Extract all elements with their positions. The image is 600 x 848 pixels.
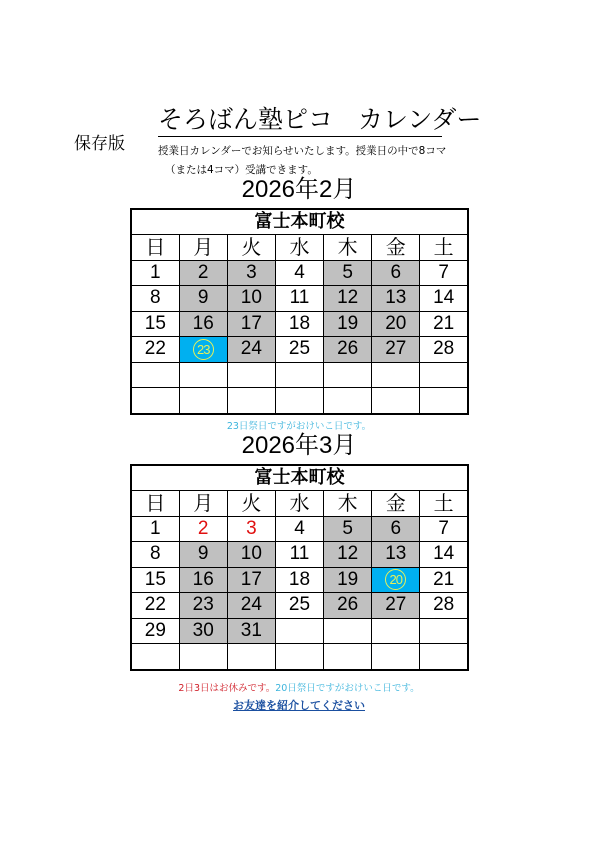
weekday-header: 木	[324, 491, 372, 517]
week-row	[131, 362, 468, 388]
day-cell: 1	[131, 260, 179, 286]
week-row	[131, 567, 468, 593]
weekday-header: 月	[179, 491, 227, 517]
intro-text-line-2: （または4コマ）受講できます。	[165, 164, 318, 176]
weekday-header: 火	[227, 491, 275, 517]
day-cell: 12	[324, 542, 372, 568]
day-cell: 5	[324, 516, 372, 542]
empty-cell	[227, 362, 275, 388]
weekday-header: 土	[420, 235, 468, 261]
referral-link[interactable]: お友達を紹介してください	[233, 699, 365, 712]
day-cell: 13	[372, 286, 420, 312]
empty-cell	[324, 388, 372, 414]
empty-cell	[275, 388, 323, 414]
day-cell: 4	[275, 516, 323, 542]
empty-cell	[131, 644, 179, 670]
day-cell: 6	[372, 516, 420, 542]
day-cell: 11	[275, 542, 323, 568]
circled-day-number: 20	[385, 569, 406, 590]
day-cell: 19	[324, 311, 372, 337]
day-cell: 15	[131, 311, 179, 337]
empty-cell	[372, 362, 420, 388]
weekday-header: 日	[131, 235, 179, 261]
day-cell: 7	[420, 516, 468, 542]
weekday-header: 木	[324, 235, 372, 261]
day-cell: 16	[179, 567, 227, 593]
empty-cell	[420, 362, 468, 388]
empty-cell	[179, 644, 227, 670]
empty-cell	[179, 388, 227, 414]
day-cell: 8	[131, 542, 179, 568]
empty-cell	[275, 362, 323, 388]
day-cell: 25	[275, 337, 323, 363]
day-cell: 14	[420, 286, 468, 312]
weekday-header: 金	[372, 491, 420, 517]
empty-cell	[420, 644, 468, 670]
weekday-header: 日	[131, 491, 179, 517]
week-row	[131, 516, 468, 542]
day-cell: 17	[227, 567, 275, 593]
day-cell: 18	[275, 567, 323, 593]
empty-cell	[372, 644, 420, 670]
day-cell: 31	[227, 618, 275, 644]
week-row	[131, 260, 468, 286]
empty-cell	[131, 388, 179, 414]
weekday-header: 火	[227, 235, 275, 261]
day-cell: 29	[131, 618, 179, 644]
empty-cell	[324, 618, 372, 644]
march-note-holiday-lesson: 20日祭日ですがおけいこ日です。	[275, 683, 420, 694]
day-cell	[179, 337, 227, 363]
empty-cell	[227, 388, 275, 414]
month-title-march: 2026年3月	[241, 432, 357, 459]
week-row	[131, 542, 468, 568]
day-cell: 2	[179, 260, 227, 286]
day-cell: 23	[179, 593, 227, 619]
day-cell: 15	[131, 567, 179, 593]
day-cell: 13	[372, 542, 420, 568]
day-cell: 26	[324, 593, 372, 619]
week-row	[131, 286, 468, 312]
day-cell: 24	[227, 593, 275, 619]
week-row	[131, 618, 468, 644]
day-cell: 16	[179, 311, 227, 337]
day-cell: 4	[275, 260, 323, 286]
day-cell: 1	[131, 516, 179, 542]
day-cell: 25	[275, 593, 323, 619]
intro-text-line-1: 授業日カレンダーでお知らせいたします。授業日の中で8コマ	[158, 145, 447, 157]
day-cell: 30	[179, 618, 227, 644]
day-cell: 10	[227, 542, 275, 568]
empty-cell	[131, 362, 179, 388]
day-cell: 21	[420, 311, 468, 337]
day-cell: 7	[420, 260, 468, 286]
day-cell: 17	[227, 311, 275, 337]
empty-cell	[324, 362, 372, 388]
day-cell	[372, 567, 420, 593]
school-name: 富士本町校	[131, 209, 468, 235]
week-row	[131, 388, 468, 414]
empty-cell	[372, 388, 420, 414]
page-title: そろばん塾ピコ カレンダー	[158, 106, 442, 137]
day-cell: 6	[372, 260, 420, 286]
empty-cell	[324, 644, 372, 670]
calendar-march	[130, 464, 469, 671]
empty-cell	[275, 618, 323, 644]
empty-cell	[420, 618, 468, 644]
empty-cell	[420, 388, 468, 414]
day-cell: 19	[324, 567, 372, 593]
day-cell: 28	[420, 593, 468, 619]
day-cell: 3	[227, 260, 275, 286]
school-name: 富士本町校	[131, 465, 468, 491]
week-row	[131, 644, 468, 670]
day-cell: 26	[324, 337, 372, 363]
day-cell: 11	[275, 286, 323, 312]
day-cell: 22	[131, 337, 179, 363]
day-cell: 14	[420, 542, 468, 568]
day-cell: 10	[227, 286, 275, 312]
weekday-header: 水	[275, 235, 323, 261]
week-row	[131, 337, 468, 363]
day-cell: 28	[420, 337, 468, 363]
weekday-header: 金	[372, 235, 420, 261]
empty-cell	[372, 618, 420, 644]
keep-edition-label: 保存版	[74, 134, 125, 154]
month-title-february: 2026年2月	[241, 176, 357, 203]
circled-day-number: 23	[193, 339, 214, 360]
day-cell: 5	[324, 260, 372, 286]
day-cell: 18	[275, 311, 323, 337]
week-row	[131, 593, 468, 619]
day-cell: 9	[179, 542, 227, 568]
day-cell: 9	[179, 286, 227, 312]
weekday-header: 土	[420, 491, 468, 517]
day-cell: 3	[227, 516, 275, 542]
day-cell: 21	[420, 567, 468, 593]
day-cell: 12	[324, 286, 372, 312]
day-cell: 22	[131, 593, 179, 619]
empty-cell	[275, 644, 323, 670]
empty-cell	[227, 644, 275, 670]
day-cell: 24	[227, 337, 275, 363]
day-cell: 27	[372, 593, 420, 619]
february-note: 23日祭日ですがおけいこ日です。	[226, 421, 372, 432]
week-row	[131, 311, 468, 337]
march-note	[130, 683, 468, 695]
day-cell: 2	[179, 516, 227, 542]
march-note-days-off: 2日3日はお休みです。	[178, 683, 276, 694]
day-cell: 8	[131, 286, 179, 312]
day-cell: 27	[372, 337, 420, 363]
empty-cell	[179, 362, 227, 388]
weekday-header: 月	[179, 235, 227, 261]
calendar-february	[130, 208, 469, 415]
weekday-header: 水	[275, 491, 323, 517]
day-cell: 20	[372, 311, 420, 337]
